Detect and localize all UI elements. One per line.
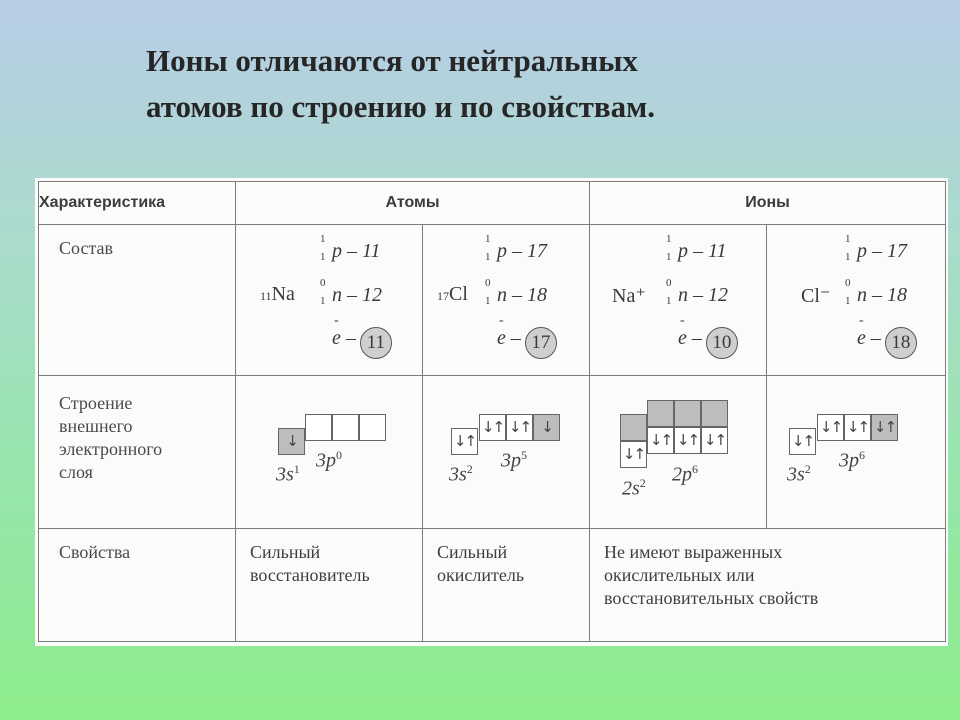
orbital-3s-box: ↓↑: [789, 428, 816, 455]
proton-count: p – 17: [497, 240, 547, 262]
sublevel-electrons: 6: [692, 462, 698, 476]
neutron-charge: 1: [845, 295, 851, 307]
element-symbol: Cl: [449, 283, 468, 305]
sublevel-s-label: [449, 462, 473, 487]
sublevel-name: 3s: [449, 463, 467, 486]
proton-mass: 1: [485, 233, 491, 245]
neutron-mass: 0: [485, 277, 491, 289]
neutron-charge: 1: [666, 295, 672, 307]
orbital-3p-box: ↓↑: [817, 414, 844, 441]
composition-label: Состав: [59, 238, 114, 258]
structure-label: [39, 376, 235, 484]
sublevel-name: 3p: [839, 449, 859, 472]
property-line: окислительных или: [604, 565, 755, 585]
electron-label: - e –: [678, 327, 702, 350]
structure-row: [39, 376, 946, 529]
header-ions: Ионы: [590, 182, 946, 225]
orbital-3p-box: ↓↑: [506, 414, 533, 441]
sublevel-s-label: [622, 476, 646, 501]
title-line-1: Ионы отличаются от нейтральных: [146, 43, 638, 78]
slide-title: [146, 38, 846, 130]
element-symbol: Na: [271, 283, 295, 305]
neutron-charge: 1: [485, 295, 491, 307]
electron-count-circle: 17: [525, 327, 557, 359]
sublevel-p-label: [316, 448, 342, 473]
orbital-diagram-cl-ion: [767, 376, 945, 528]
sublevel-electrons: 1: [293, 462, 300, 476]
composition-na-atom: [236, 225, 422, 375]
orbital-2p-box: ↓↑: [674, 427, 701, 454]
orbital-2p-box: ↓↑: [647, 427, 674, 454]
structure-label-line: слоя: [59, 462, 93, 482]
proton-charge: 1: [320, 251, 326, 263]
sublevel-p-label: [672, 462, 698, 487]
property-line: Сильный: [437, 542, 508, 562]
proton-count: p – 11: [678, 240, 727, 262]
neutron-count: n – 12: [678, 284, 728, 306]
orbital-3p-box: ↓↑: [871, 414, 898, 441]
composition-row: [39, 225, 946, 376]
title-line-2: атомов по строению и по свойствам.: [146, 89, 655, 124]
proton-count: p – 11: [332, 240, 381, 262]
electron-count-circle: 11: [360, 327, 392, 359]
comparison-table-image: [35, 178, 948, 646]
electron-label: - e –: [497, 327, 521, 350]
neutron-count: n – 12: [332, 284, 382, 306]
sublevel-electrons: 5: [521, 448, 527, 462]
proton-mass: 1: [845, 233, 851, 245]
sublevel-p-label: [501, 448, 527, 473]
sublevel-name: 3p: [501, 449, 521, 472]
neutron-mass: 0: [320, 277, 326, 289]
proton-charge: 1: [845, 251, 851, 263]
sublevel-name: 2p: [672, 463, 692, 486]
properties-ions: [590, 529, 945, 610]
sublevel-s-label: [276, 462, 300, 487]
property-line: окислитель: [437, 565, 525, 585]
orbital-3p-box: [359, 414, 386, 441]
sublevel-name: 2s: [622, 477, 640, 500]
orbital-3p-box: [305, 414, 332, 441]
orbital-3s-box: ↓: [278, 428, 305, 455]
proton-charge: 1: [666, 251, 672, 263]
property-line: Сильный: [250, 542, 321, 562]
atomic-number: 11: [260, 289, 272, 303]
ion-symbol: Na⁺: [612, 285, 646, 307]
proton-mass: 1: [320, 233, 326, 245]
neutron-mass: 0: [666, 277, 672, 289]
properties-na-atom: [236, 529, 422, 587]
neutron-charge: 1: [320, 295, 326, 307]
orbital-2p-box: ↓↑: [701, 427, 728, 454]
neutron-count: n – 18: [497, 284, 547, 306]
neutron-mass: 0: [845, 277, 851, 289]
sublevel-electrons: 0: [336, 448, 342, 462]
electron-label: - e –: [332, 327, 356, 350]
comparison-table: [38, 181, 946, 642]
composition-cl-atom: [423, 225, 589, 375]
properties-label: Свойства: [59, 542, 131, 562]
sublevel-name: 3s: [276, 463, 294, 486]
orbital-diagram-na-ion: [590, 376, 766, 528]
header-characteristic: Характеристика: [39, 182, 236, 225]
orbital-diagram-cl-atom: [423, 376, 589, 528]
property-line: восстановитель: [250, 565, 370, 585]
neutron-count: n – 18: [857, 284, 907, 306]
sublevel-p-label: [839, 448, 865, 473]
sublevel-electrons: 6: [859, 448, 865, 462]
orbital-3p-box: ↓↑: [844, 414, 871, 441]
orbital-3s-box: ↓↑: [451, 428, 478, 455]
sublevel-electrons: 2: [639, 476, 646, 490]
sublevel-electrons: 2: [804, 462, 811, 476]
composition-na-ion: [590, 225, 766, 375]
property-line: Не имеют выраженных: [604, 542, 783, 562]
proton-count: p – 17: [857, 240, 907, 262]
empty-3p-box: [647, 400, 674, 427]
composition-cl-ion: [767, 225, 945, 375]
proton-charge: 1: [485, 251, 491, 263]
orbital-2s-box: ↓↑: [620, 441, 647, 468]
electron-count-circle: 10: [706, 327, 738, 359]
orbital-3p-box: ↓: [533, 414, 560, 441]
header-row: [39, 182, 946, 225]
atomic-number: 17: [437, 289, 449, 303]
structure-label-line: внешнего: [59, 416, 133, 436]
orbital-3p-box: ↓↑: [479, 414, 506, 441]
empty-3s-box: [620, 414, 647, 441]
property-line: восстановительных свойств: [604, 588, 819, 608]
header-atoms: Атомы: [236, 182, 590, 225]
proton-mass: 1: [666, 233, 672, 245]
empty-3p-box: [701, 400, 728, 427]
empty-3p-box: [674, 400, 701, 427]
sublevel-electrons: 2: [466, 462, 473, 476]
sublevel-s-label: [787, 462, 811, 487]
structure-label-line: Строение: [59, 393, 133, 413]
structure-label-line: электронного: [59, 439, 163, 459]
sublevel-name: 3s: [787, 463, 805, 486]
orbital-diagram-na-atom: [236, 376, 422, 528]
orbital-3p-box: [332, 414, 359, 441]
electron-count-circle: 18: [885, 327, 917, 359]
properties-cl-atom: [423, 529, 589, 587]
electron-label: - e –: [857, 327, 881, 350]
ion-symbol: Cl⁻: [801, 285, 831, 307]
sublevel-name: 3p: [316, 449, 336, 472]
properties-row: [39, 529, 946, 642]
